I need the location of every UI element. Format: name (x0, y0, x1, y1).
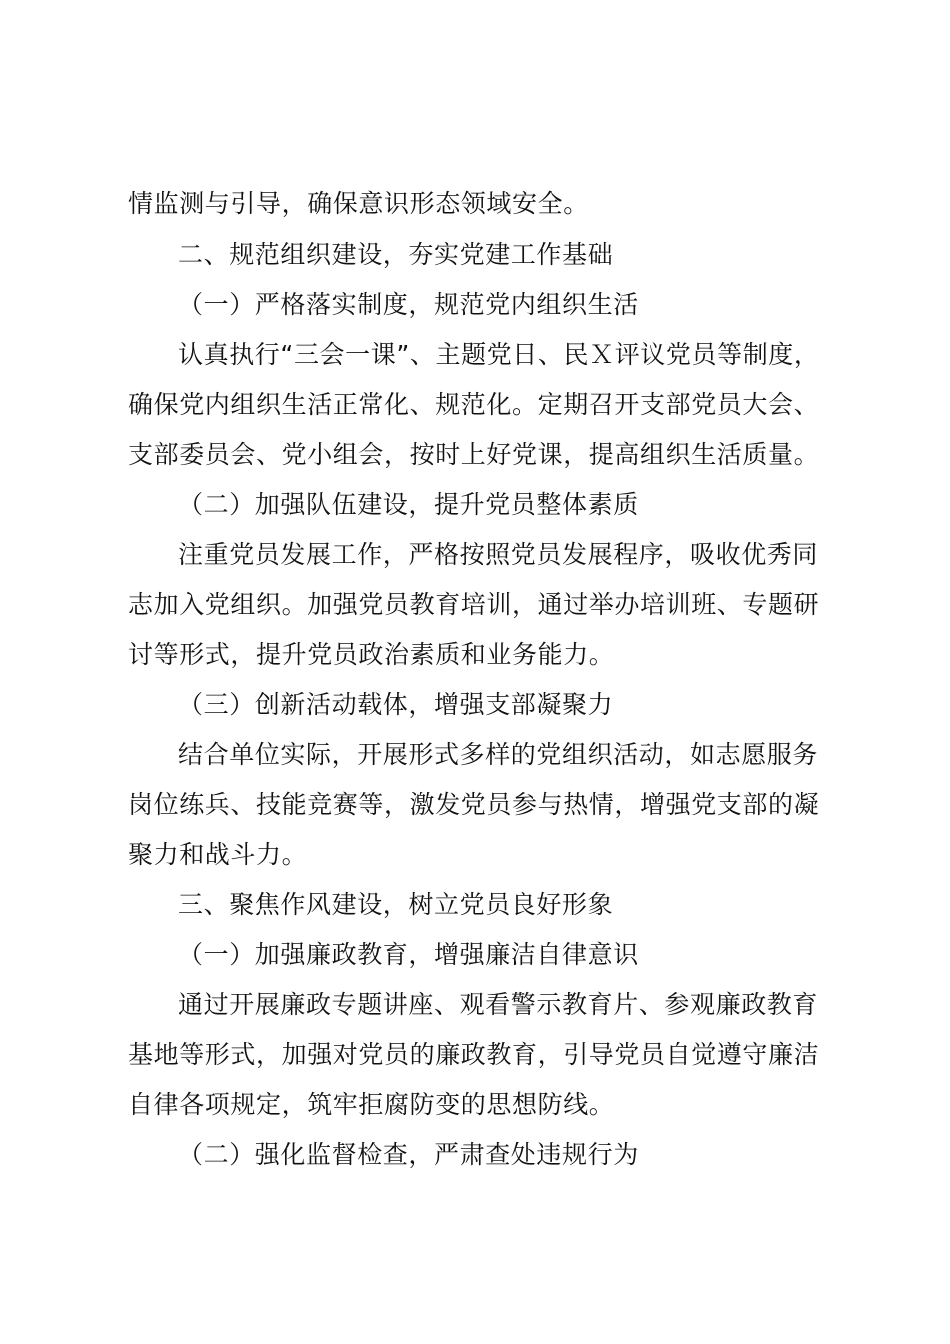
section-heading: 二、规范组织建设，夯实党建工作基础 (178, 240, 614, 269)
body-text-line: 确保党内组织生活正常化、规范化。定期召开支部党员大会、 (128, 390, 820, 419)
subsection-heading: （二）强化监督检查，严肃查处违规行为 (178, 1140, 639, 1169)
subsection-heading: （二）加强队伍建设，提升党员整体素质 (178, 490, 639, 519)
subsection-heading: （一）加强廉政教育，增强廉洁自律意识 (178, 940, 639, 969)
body-text-line: 情监测与引导，确保意识形态领域安全。 (128, 189, 589, 218)
body-text-line: 通过开展廉政专题讲座、观看警示教育片、参观廉政教育 (178, 990, 819, 1019)
body-text-line: 支部委员会、党小组会，按时上好党课，提高组织生活质量。 (128, 440, 820, 469)
body-text-line: 自律各项规定，筑牢拒腐防变的思想防线。 (128, 1090, 615, 1119)
section-heading: 三、聚焦作风建设，树立党员良好形象 (178, 890, 614, 919)
body-text-line: 认真执行“三会一课”、主题党日、民Ｘ评议党员等制度， (178, 340, 820, 369)
subsection-heading: （三）创新活动载体，增强支部凝聚力 (178, 690, 614, 719)
body-text-line: 岗位练兵、技能竞赛等，激发党员参与热情，增强党支部的凝 (128, 790, 820, 819)
body-text-line: 讨等形式，提升党员政治素质和业务能力。 (128, 640, 615, 669)
body-text-line: 结合单位实际，开展形式多样的党组织活动，如志愿服务 (178, 740, 819, 769)
body-text-line: 基地等形式，加强对党员的廉政教育，引导党员自觉遵守廉洁 (128, 1040, 820, 1069)
subsection-heading: （一）严格落实制度，规范党内组织生活 (178, 290, 639, 319)
body-text-line: 注重党员发展工作，严格按照党员发展程序，吸收优秀同 (178, 540, 819, 569)
body-text-line: 聚力和战斗力。 (128, 840, 308, 869)
body-text-line: 志加入党组织。加强党员教育培训，通过举办培训班、专题研 (128, 590, 820, 619)
